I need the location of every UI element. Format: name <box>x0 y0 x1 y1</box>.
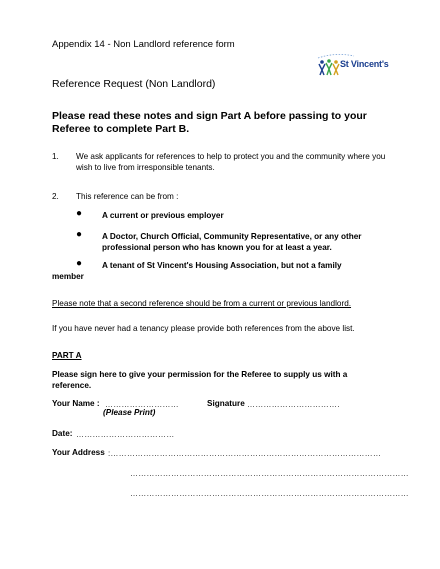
point-2-number: 2. <box>52 192 59 201</box>
address-field-line-3[interactable]: ………………………………………………………………………………………… <box>130 489 409 498</box>
bullet-professional: A Doctor, Church Official, Community Representative, or any other professional person who has known you for at least a year. <box>102 232 362 252</box>
point-1-number: 1. <box>52 152 59 161</box>
bullet-employer: A current or previous employer <box>102 211 224 220</box>
signature-field[interactable]: ……………………………. <box>247 400 340 409</box>
address-label: Your Address <box>52 448 105 457</box>
name-label: Your Name : <box>52 399 100 408</box>
point-1-text: We ask applicants for references to help to protect you and the community where you wish to live from irresponsible tenants. <box>76 152 386 172</box>
never-tenancy-note: If you have never had a tenancy please provide both references from the above list. <box>52 324 355 333</box>
point-2-text: This reference can be from : <box>76 192 179 201</box>
bullet-icon: ● <box>76 208 83 219</box>
landlord-note: Please note that a second reference should be from a current or previous landlord. <box>52 299 352 308</box>
appendix-heading: Appendix 14 - Non Landlord reference form <box>52 39 235 50</box>
bullet-icon: ● <box>76 258 83 269</box>
logo-text: St Vincent's <box>340 59 389 69</box>
part-a-heading: PART A <box>52 351 82 360</box>
intro-instructions: Please read these notes and sign Part A before passing to your Referee to complete Part B. <box>52 110 367 135</box>
address-field-line-2[interactable]: ………………………………………………………………………………………… <box>130 469 409 478</box>
please-print-note: (Please Print) <box>103 408 156 417</box>
page-title: Reference Request (Non Landlord) <box>52 78 216 90</box>
signature-label: Signature <box>207 399 245 408</box>
part-a-instruction: Please sign here to give your permission for the Referee to supply us with a reference. <box>52 370 348 390</box>
name-field[interactable]: ……………………… <box>105 400 179 409</box>
date-label: Date: <box>52 429 73 438</box>
date-field[interactable]: ……………………………… <box>76 430 175 439</box>
logo-figures-icon <box>319 59 339 75</box>
bullet-tenant: A tenant of St Vincent's Housing Association, but not a family member <box>52 261 342 281</box>
address-field-line-1[interactable]: :……………………………………………………………………………………… <box>108 449 382 458</box>
bullet-icon: ● <box>76 229 83 240</box>
